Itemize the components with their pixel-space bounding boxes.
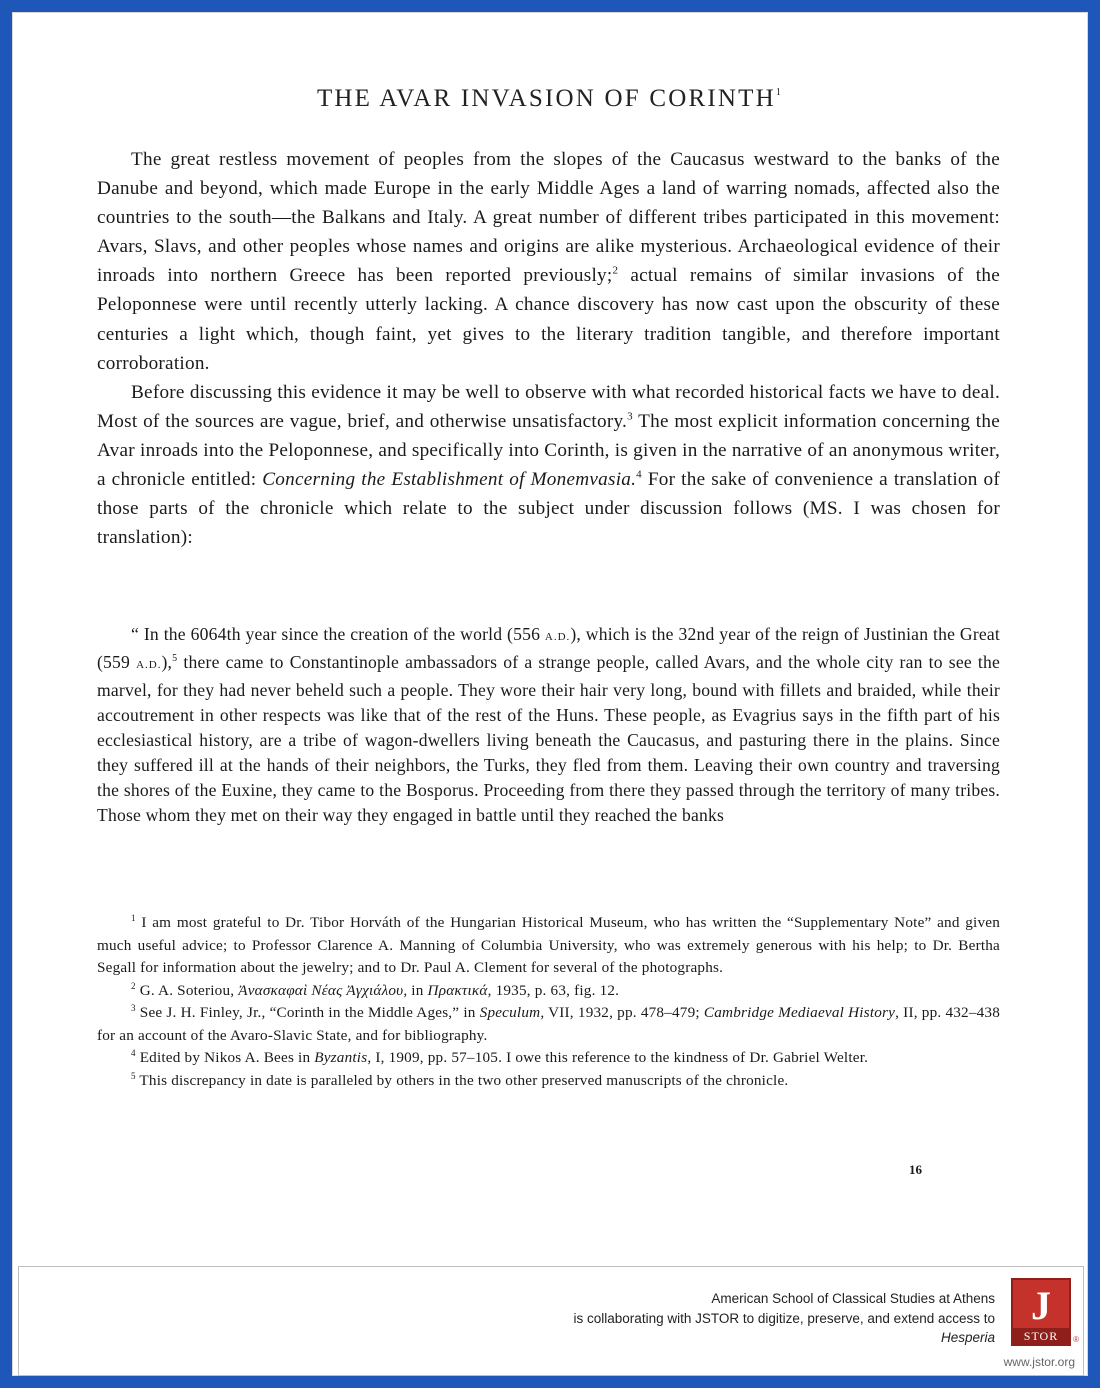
jstor-footer-banner [18, 1266, 1084, 1376]
page-number: 16 [909, 1162, 922, 1177]
title-footnote-ref[interactable]: 1 [775, 86, 784, 98]
jstor-logo-icon[interactable]: J STOR ® [1011, 1278, 1071, 1346]
institution-name: American School of Classical Studies at Athens [711, 1291, 995, 1306]
footnote-2: $^2$ G. A. Soteriou, Ἀνασκαφαὶ Νέας Ἀγχιάλου, in Πρακτικά, 1935, p. 63, fig. 12. [131, 980, 620, 999]
footnote-ref-5[interactable]: 5 [172, 653, 178, 665]
footnote-4: $^4$ Edited by Nikos A. Bees in Byzantis, I, 1909, pp. 57–105. I owe this reference to the kindness of Dr. Gabriel Welter. [131, 1047, 869, 1066]
quotation-text: “ In the 6064th year since the creation of the world (556 A.D.), which is the 32nd year of the reign of Justinian the Great (559 A.D.),$^5$ there came to Constantinople ambassadors of a strange people, called Avars, and the whole city ran to see the marvel, for they had never beheld such a people. They wore their hair very long, bound with fillets and braided, while their accoutrement in other respects was like that of the rest of the Huns. These people, as Evagrius says in the fifth part of his ecclesiastical history, are a tribe of wagon-dwellers living beneath the Caucasus, and pasturing there in the plains. Since they suffered ill at the hands of their neighbors, the Turks, they fled from them. Leaving their own country and traversing the shores of the Euxine, they came to the Bosporus. Proceeding from there they passed through the territory of many tribes. Those whom they met on their way they engaged in battle until they reached the banks [97, 624, 1000, 825]
chronicle-title: Concerning the Establishment of Monemvasia. [262, 469, 637, 491]
footnote-1: $^1$ I am most grateful to Dr. Tibor Horváth of the Hungarian Historical Museum, who has written the “Supplementary Note” and given much useful advice; to Professor Clarence A. Manning of Columbia University, who was extremely generous with his help; to Dr. Bertha Segall for information about the jewelry; and to Dr. Paul A. Clement for several of the photographs. [97, 912, 1000, 976]
footnote-ref-4[interactable]: 4 [636, 468, 642, 481]
article-body [97, 145, 1000, 552]
article-title: THE AVAR INVASION OF CORINTH$^1$ [316, 84, 784, 112]
footnotes [97, 912, 1000, 1092]
paragraph-2: Before discussing this evidence it may be well to observe with what recorded historical facts we have to deal. Most of the sources are vague, brief, and otherwise unsatisfactory.$^3$ The most explicit information concerning the Avar inroads into the Peloponnese, and specifically into Corinth, is given in the narrative of an anonymous writer, a chronicle entitled: Concerning the Establishment of Monemvasia.$^4$ For the sake of convenience a translation of those parts of the chronicle which relate to the subject under discussion follows (MS. I was chosen for translation): [97, 381, 1000, 549]
document-page [12, 12, 1088, 1376]
collaboration-statement: is collaborating with JSTOR to digitize, preserve, and extend access to [573, 1310, 995, 1326]
journal-name-link[interactable]: Hesperia [940, 1330, 995, 1345]
jstor-url-link[interactable]: www.jstor.org [1003, 1355, 1075, 1369]
collaboration-credit [574, 1289, 995, 1348]
footnote-5: $^5$ This discrepancy in date is paralleled by others in the two other preserved manuscripts of the chronicle. [131, 1070, 789, 1089]
footnote-3: $^3$ See J. H. Finley, Jr., “Corinth in the Middle Ages,” in Speculum, VII, 1932, pp. 478–479; Cambridge Mediaeval History, II, pp. 432–438 for an account of the Avaro-Slavic State, and for bibliography. [97, 1002, 1001, 1044]
chronicle-quotation [97, 622, 1000, 828]
paragraph-1: The great restless movement of peoples from the slopes of the Caucasus westward to the banks of the Danube and beyond, which made Europe in the early Middle Ages a land of warring nomads, affected also the countries to the south—the Balkans and Italy. A great number of different tribes participated in this movement: Avars, Slavs, and other peoples whose names and origins are alike mysterious. Archaeological evidence of their inroads into northern Greece has been reported previously;$^2$ actual remains of similar invasions of the Peloponnese were until recently utterly lacking. A chance discovery has now cast upon the obscurity of these centuries a light which, though faint, yet gives to the literary tradition tangible, and therefore important corroboration. [97, 149, 1000, 374]
footnote-ref-3[interactable]: 3 [627, 410, 633, 423]
footnote-ref-2[interactable]: 2 [612, 264, 619, 277]
